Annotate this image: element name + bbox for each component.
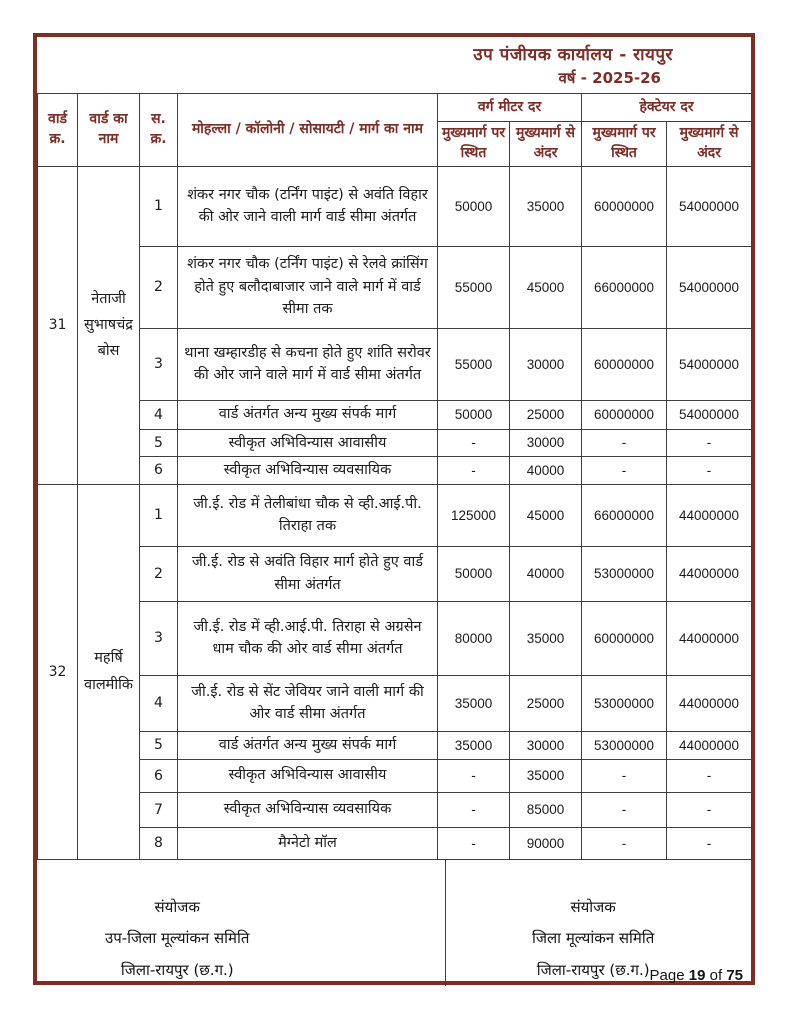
signature-right: [445, 860, 751, 987]
signature-left-district: जिला-रायपुर (छ.ग.): [120, 960, 234, 979]
sqm-on-main-cell: -: [438, 457, 510, 484]
sqm-inside-cell: 30000: [510, 731, 582, 759]
sqm-on-main-cell: 50000: [438, 166, 510, 246]
sqm-on-main-cell: 35000: [438, 675, 510, 731]
col-header-ward-name: वार्ड का नाम: [78, 94, 140, 166]
document-page: [33, 33, 755, 985]
table-row: [38, 827, 752, 859]
serial-cell: 1: [140, 484, 178, 546]
hec-inside-cell: -: [667, 827, 752, 859]
hec-on-main-cell: 53000000: [582, 675, 667, 731]
sqm-inside-cell: 35000: [510, 166, 582, 246]
hec-inside-cell: -: [667, 457, 752, 484]
hec-on-main-cell: -: [582, 457, 667, 484]
sqm-inside-cell: 35000: [510, 601, 582, 675]
sqm-inside-cell: 90000: [510, 827, 582, 859]
col-header-hec-inside: मुख्यमार्ग से अंदर: [667, 122, 752, 166]
signature-left-committee: उप-जिला मूल्यांकन समिति: [105, 929, 250, 948]
sqm-on-main-cell: 125000: [438, 484, 510, 546]
road-name-cell: जी.ई. रोड में तेलीबांधा चौक से व्ही.आई.पी. तिराहा तक: [178, 484, 438, 546]
serial-cell: 6: [140, 457, 178, 484]
road-name-cell: स्वीकृत अभिविन्यास आवासीय: [178, 759, 438, 792]
sqm-inside-cell: 85000: [510, 792, 582, 827]
page-number: [650, 967, 743, 984]
sqm-inside-cell: 45000: [510, 484, 582, 546]
hec-on-main-cell: -: [582, 827, 667, 859]
hec-on-main-cell: 60000000: [582, 166, 667, 246]
ward-name: नेताजी सुभाषचंद्र बोस: [78, 166, 140, 484]
serial-cell: 5: [140, 429, 178, 456]
hec-on-main-cell: 60000000: [582, 400, 667, 429]
col-header-serial-no: स. क्र.: [140, 94, 178, 166]
road-name-cell: वार्ड अंतर्गत अन्य मुख्य संपर्क मार्ग: [178, 731, 438, 759]
year-label: वर्ष - 2025-26: [558, 68, 661, 87]
table-row: [38, 429, 752, 456]
table-row: [38, 400, 752, 429]
table-row: [38, 601, 752, 675]
sqm-on-main-cell: -: [438, 759, 510, 792]
col-header-hectare-rate: हेक्टेयर दर: [582, 94, 752, 122]
hec-on-main-cell: 60000000: [582, 601, 667, 675]
col-header-sqm-rate: वर्ग मीटर दर: [438, 94, 582, 122]
signature-right-district: जिला-रायपुर (छ.ग.): [536, 960, 650, 979]
hec-inside-cell: 54000000: [667, 400, 752, 429]
road-name-cell: मैग्नेटो मॉल: [178, 827, 438, 859]
table-row: [38, 166, 752, 246]
table-row: [38, 546, 752, 601]
hec-inside-cell: 44000000: [667, 601, 752, 675]
signature-right-committee: जिला मूल्यांकन समिति: [532, 929, 655, 948]
sqm-on-main-cell: 80000: [438, 601, 510, 675]
road-name-cell: जी.ई. रोड से अवंति विहार मार्ग होते हुए वार्ड सीमा अंतर्गत: [178, 546, 438, 601]
signature-left-title: संयोजक: [154, 897, 200, 916]
table-row: [38, 675, 752, 731]
table-row: [38, 328, 752, 400]
signature-right-title: संयोजक: [570, 897, 616, 916]
col-header-hec-on-main: मुख्यमार्ग पर स्थित: [582, 122, 667, 166]
road-name-cell: थाना खम्हारडीह से कचना होते हुए शांति सरोवर की ओर जाने वाले मार्ग में वार्ड सीमा अंतर्गत: [178, 328, 438, 400]
table-row: [38, 246, 752, 328]
serial-cell: 3: [140, 601, 178, 675]
col-header-sqm-on-main: मुख्यमार्ग पर स्थित: [438, 122, 510, 166]
hec-inside-cell: 54000000: [667, 246, 752, 328]
sqm-on-main-cell: 55000: [438, 246, 510, 328]
signature-left: [37, 860, 445, 987]
road-name-cell: स्वीकृत अभिविन्यास आवासीय: [178, 429, 438, 456]
signature-footer: [37, 860, 751, 987]
col-header-sqm-inside: मुख्यमार्ग से अंदर: [510, 122, 582, 166]
hec-inside-cell: 44000000: [667, 484, 752, 546]
rates-table: [37, 93, 752, 859]
serial-cell: 6: [140, 759, 178, 792]
table-row: [38, 457, 752, 484]
document-header: [37, 37, 751, 93]
sqm-inside-cell: 30000: [510, 328, 582, 400]
serial-cell: 2: [140, 246, 178, 328]
hec-on-main-cell: 53000000: [582, 546, 667, 601]
page-current: 19: [688, 967, 706, 985]
hec-on-main-cell: -: [582, 792, 667, 827]
sqm-on-main-cell: -: [438, 429, 510, 456]
road-name-cell: शंकर नगर चौक (टर्निंग पाइंट) से रेलवे क्रांसिंग होते हुए बलौदाबाजार जाने वाले मार्ग में वार्ड सीमा तक: [178, 246, 438, 328]
road-name-cell: शंकर नगर चौक (टर्निंग पाइंट) से अवंति विहार की ओर जाने वाली मार्ग वार्ड सीमा अंतर्गत: [178, 166, 438, 246]
table-row: [38, 484, 752, 546]
road-name-cell: जी.ई. रोड में व्ही.आई.पी. तिराहा से अग्रसेन धाम चौक की ओर वार्ड सीमा अंतर्गत: [178, 601, 438, 675]
sqm-on-main-cell: 50000: [438, 400, 510, 429]
sqm-on-main-cell: -: [438, 792, 510, 827]
sqm-on-main-cell: 35000: [438, 731, 510, 759]
hec-inside-cell: -: [667, 759, 752, 792]
sqm-inside-cell: 30000: [510, 429, 582, 456]
sqm-inside-cell: 35000: [510, 759, 582, 792]
hec-inside-cell: 44000000: [667, 546, 752, 601]
hec-inside-cell: 44000000: [667, 731, 752, 759]
table-row: [38, 731, 752, 759]
serial-cell: 4: [140, 400, 178, 429]
office-title: उप पंजीयक कार्यालय - रायपुर: [473, 45, 673, 65]
hec-on-main-cell: 66000000: [582, 484, 667, 546]
ward-32-section: [38, 484, 752, 859]
ward-number: 31: [38, 166, 78, 484]
hec-inside-cell: 44000000: [667, 675, 752, 731]
hec-on-main-cell: -: [582, 429, 667, 456]
hec-on-main-cell: 60000000: [582, 328, 667, 400]
table-row: [38, 792, 752, 827]
serial-cell: 4: [140, 675, 178, 731]
sqm-inside-cell: 25000: [510, 400, 582, 429]
col-header-ward-no: वार्ड क्र.: [38, 94, 78, 166]
hec-inside-cell: 54000000: [667, 166, 752, 246]
hec-on-main-cell: -: [582, 759, 667, 792]
serial-cell: 5: [140, 731, 178, 759]
serial-cell: 3: [140, 328, 178, 400]
hec-inside-cell: -: [667, 429, 752, 456]
hec-on-main-cell: 66000000: [582, 246, 667, 328]
col-header-road-name: मोहल्ला / कॉलोनी / सोसायटी / मार्ग का नाम: [178, 94, 438, 166]
ward-number: 32: [38, 484, 78, 859]
hec-on-main-cell: 53000000: [582, 731, 667, 759]
road-name-cell: जी.ई. रोड से सेंट जेवियर जाने वाली मार्ग की ओर वार्ड सीमा अंतर्गत: [178, 675, 438, 731]
road-name-cell: वार्ड अंतर्गत अन्य मुख्य संपर्क मार्ग: [178, 400, 438, 429]
road-name-cell: स्वीकृत अभिविन्यास व्यवसायिक: [178, 792, 438, 827]
serial-cell: 2: [140, 546, 178, 601]
sqm-on-main-cell: 55000: [438, 328, 510, 400]
sqm-inside-cell: 40000: [510, 457, 582, 484]
table-row: [38, 759, 752, 792]
sqm-on-main-cell: -: [438, 827, 510, 859]
hec-inside-cell: 54000000: [667, 328, 752, 400]
serial-cell: 1: [140, 166, 178, 246]
page-of: of: [709, 967, 723, 985]
ward-31-section: [38, 166, 752, 484]
sqm-inside-cell: 40000: [510, 546, 582, 601]
serial-cell: 8: [140, 827, 178, 859]
hec-inside-cell: -: [667, 792, 752, 827]
serial-cell: 7: [140, 792, 178, 827]
sqm-inside-cell: 25000: [510, 675, 582, 731]
page-prefix: Page: [649, 967, 685, 985]
sqm-on-main-cell: 50000: [438, 546, 510, 601]
page-total: 75: [726, 967, 743, 985]
sqm-inside-cell: 45000: [510, 246, 582, 328]
road-name-cell: स्वीकृत अभिविन्यास व्यवसायिक: [178, 457, 438, 484]
ward-name: महर्षि वालमीकि: [78, 484, 140, 859]
